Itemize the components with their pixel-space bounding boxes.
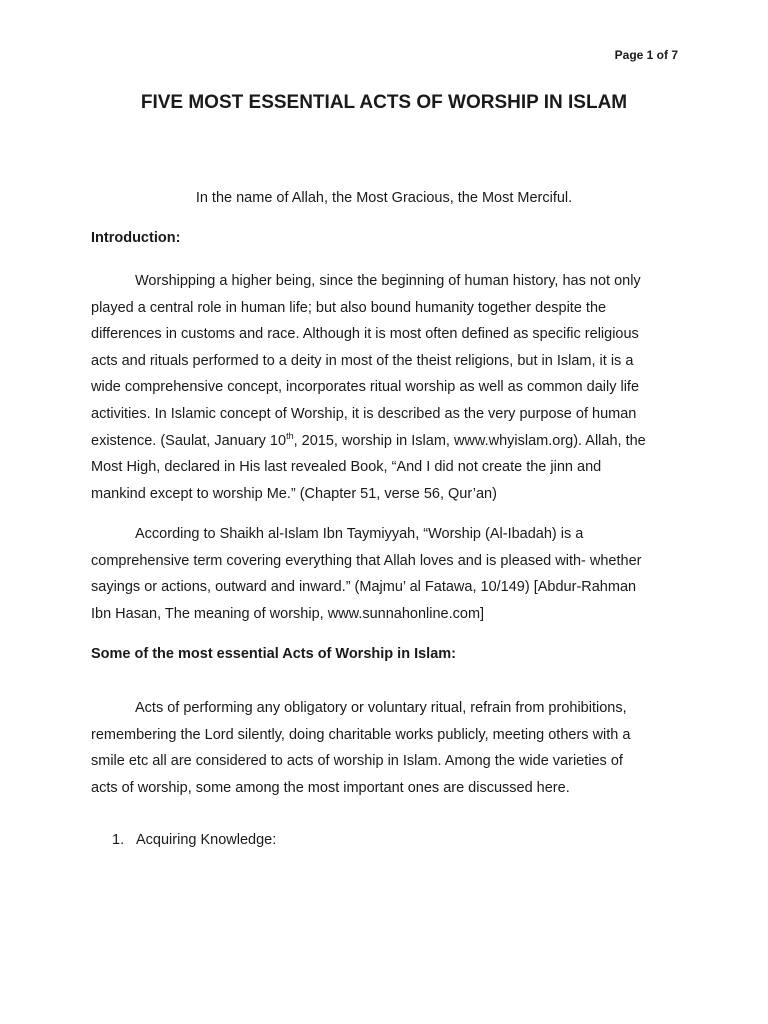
basmala: In the name of Allah, the Most Gracious, the Most Merciful. <box>195 190 573 206</box>
paragraph-line: Most High, declared in His last revealed Book, “And I did not create the jinn and <box>91 459 602 476</box>
paragraph-line: acts of worship, some among the most important ones are discussed here. <box>91 779 570 796</box>
introduction-paragraph-2 <box>91 521 681 627</box>
paragraph-line: Acts of performing any obligatory or voluntary ritual, refrain from prohibitions, <box>135 700 627 716</box>
paragraph-line: acts and rituals performed to a deity in most of the theist religions, but in Islam, it is a <box>91 352 634 369</box>
acts-section-paragraph <box>91 695 681 801</box>
introduction-paragraph-1 <box>91 268 681 507</box>
paragraph-line: Ibn Hasan, The meaning of worship, www.sunnahonline.com] <box>91 605 485 622</box>
paragraph-line: activities. In Islamic concept of Worship, it is described as the very purpose of human <box>91 405 637 422</box>
document-title: FIVE MOST ESSENTIAL ACTS OF WORSHIP IN ISLAM <box>140 92 628 113</box>
citation-text: , 2015, worship in Islam, www.whyislam.org). Allah, the <box>293 432 646 449</box>
paragraph-line: wide comprehensive concept, incorporates ritual worship as well as common daily life <box>91 379 640 396</box>
citation-text: existence. (Saulat, January 10 <box>91 432 287 449</box>
ordinal-suffix: th <box>286 430 294 441</box>
paragraph-line: played a central role in human life; but also bound humanity together despite the <box>91 299 607 316</box>
list-item-text: Acquiring Knowledge: <box>136 832 277 848</box>
acts-section-heading: Some of the most essential Acts of Worship in Islam: <box>91 646 456 662</box>
paragraph-line: comprehensive term covering everything that Allah loves and is pleased with- whether <box>91 552 642 569</box>
paragraph-line: sayings or actions, outward and inward.” (Majmu’ al Fatawa, 10/149) [Abdur-Rahman <box>91 579 637 596</box>
paragraph-line <box>91 428 681 455</box>
acts-list <box>112 832 276 848</box>
page-number: Page 1 of 7 <box>614 48 678 62</box>
paragraph-line: According to Shaikh al-Islam Ibn Taymiyyah, “Worship (Al-Ibadah) is a <box>135 526 584 542</box>
list-item-number: 1. <box>112 832 125 848</box>
paragraph-line: mankind except to worship Me.” (Chapter 51, verse 56, Qur’an) <box>91 485 497 502</box>
list-item <box>112 832 276 848</box>
paragraph-line: smile etc all are considered to acts of worship in Islam. Among the wide varieties of <box>91 753 623 770</box>
paragraph-line: differences in customs and race. Although it is most often defined as specific religious <box>91 326 639 343</box>
introduction-heading: Introduction: <box>91 230 181 246</box>
paragraph-line: remembering the Lord silently, doing charitable works publicly, meeting others with a <box>91 726 631 743</box>
paragraph-line: Worshipping a higher being, since the beginning of human history, has not only <box>135 273 641 289</box>
